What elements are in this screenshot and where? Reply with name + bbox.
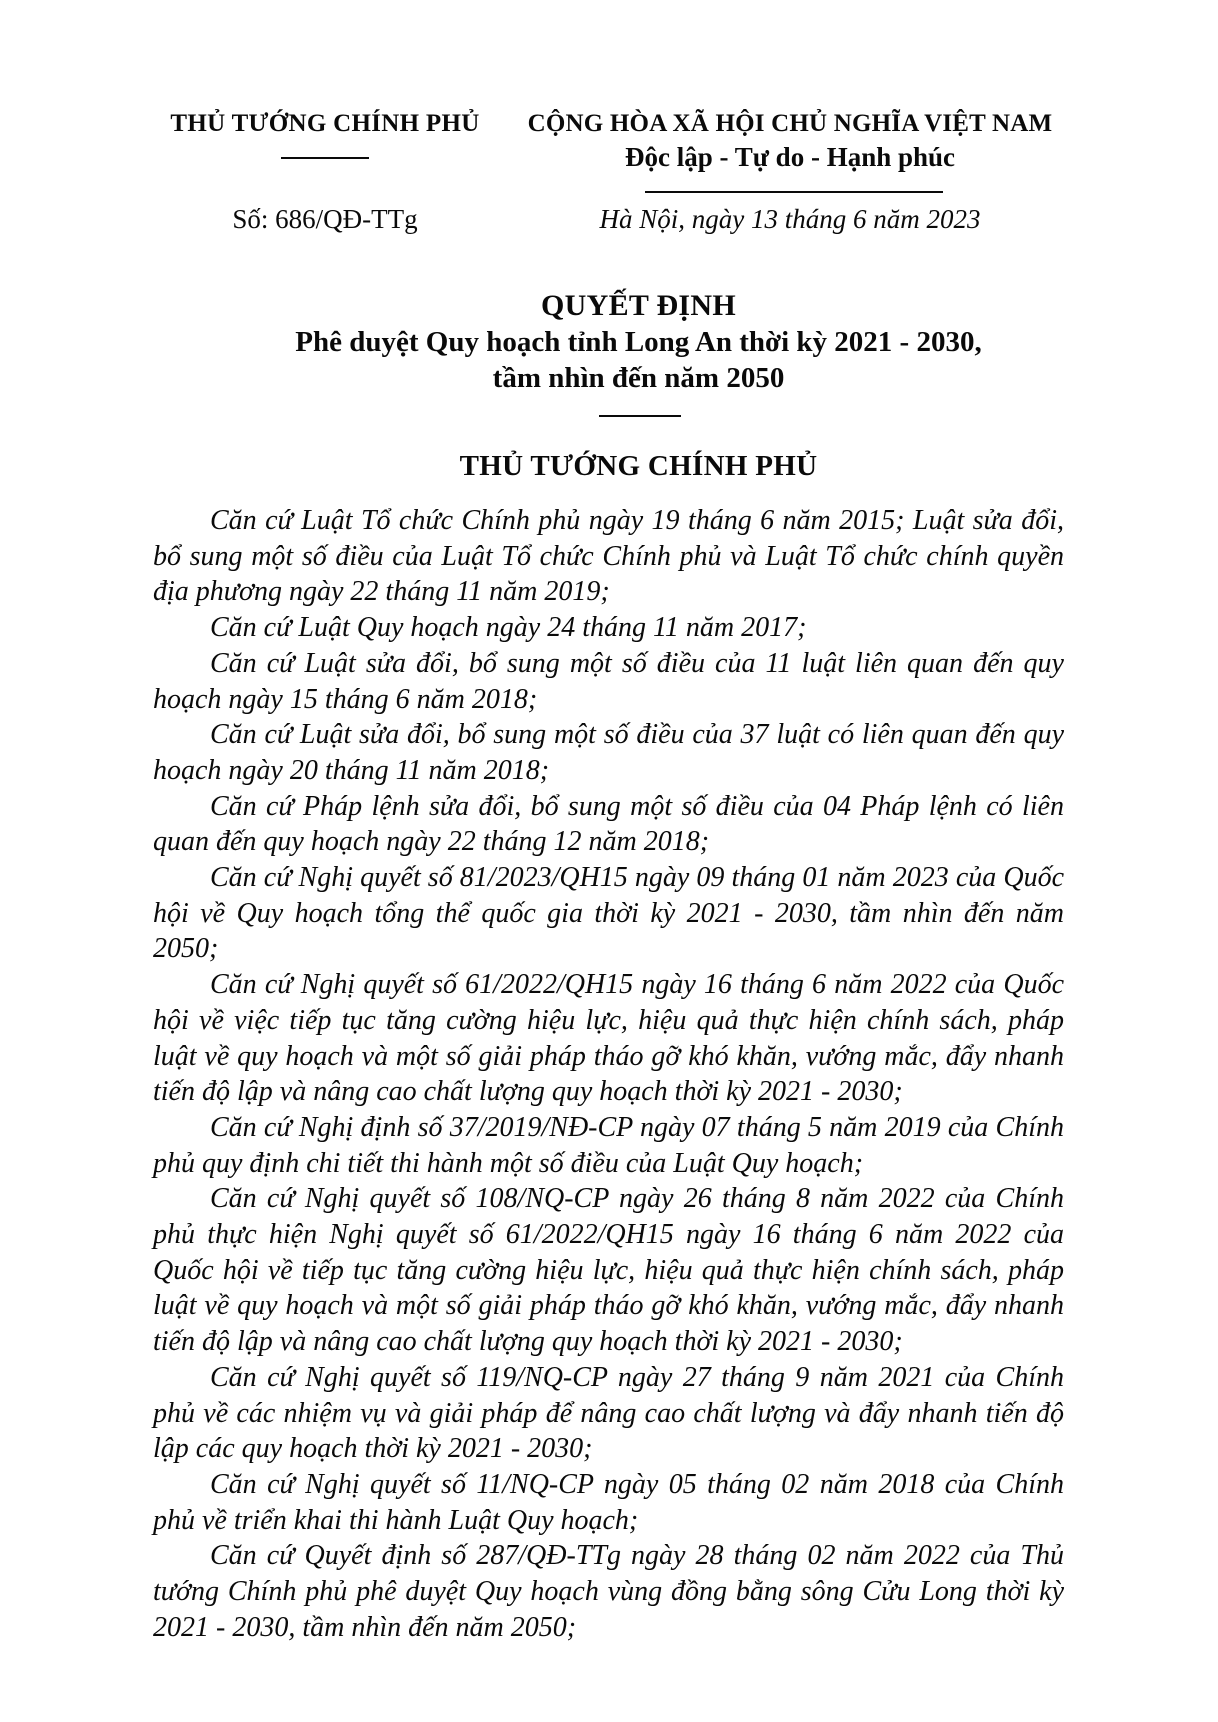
recital-paragraph: Căn cứ Nghị quyết số 108/NQ-CP ngày 26 tháng 8 năm 2022 của Chính phủ thực hiện Nghị quyết số 61/2022/QH15 ngày 16 tháng 6 năm 2022 của Quốc hội về tiếp tục tăng cường hiệu lực, hiệu quả thực hiện chính sách, pháp luật về quy hoạch và một số giải pháp tháo gỡ khó khăn, vướng mắc, đẩy nhanh tiến độ lập và nâng cao chất lượng quy hoạch thời kỳ 2021 - 2030; bbox=[153, 1183, 1064, 1358]
recital-paragraph: Căn cứ Nghị quyết số 81/2023/QH15 ngày 09 tháng 01 năm 2023 của Quốc hội về Quy hoạch tổng thể quốc gia thời kỳ 2021 - 2030, tầm nhìn đến năm 2050; bbox=[153, 862, 1064, 965]
issuer-name: THỦ TƯỚNG CHÍNH PHỦ bbox=[170, 110, 480, 137]
issuer-underline-rule bbox=[281, 157, 369, 159]
recital-paragraph: Căn cứ Luật Quy hoạch ngày 24 tháng 11 năm 2017; bbox=[210, 612, 807, 644]
decision-subject-line1: Phê duyệt Quy hoạch tỉnh Long An thời kỳ 2021 - 2030, bbox=[295, 326, 982, 358]
national-motto: Độc lập - Tự do - Hạnh phúc bbox=[624, 142, 956, 172]
motto-underline-rule bbox=[645, 191, 943, 193]
title-separator-rule bbox=[599, 415, 681, 417]
recital-paragraph: Căn cứ Pháp lệnh sửa đổi, bổ sung một số điều của 04 Pháp lệnh có liên quan đến quy hoạch ngày 22 tháng 12 năm 2018; bbox=[153, 790, 1064, 858]
recital-paragraph: Căn cứ Nghị quyết số 11/NQ-CP ngày 05 tháng 02 năm 2018 của Chính phủ về triển khai thi hành Luật Quy hoạch; bbox=[153, 1468, 1064, 1536]
recital-paragraph: Căn cứ Nghị định số 37/2019/NĐ-CP ngày 07 tháng 5 năm 2019 của Chính phủ quy định chi tiết thi hành một số điều của Luật Quy hoạch; bbox=[153, 1111, 1064, 1179]
national-title: CỘNG HÒA XÃ HỘI CHỦ NGHĨA VIỆT NAM bbox=[527, 110, 1053, 137]
issuing-authority-heading: THỦ TƯỚNG CHÍNH PHỦ bbox=[459, 450, 818, 482]
recital-paragraph: Căn cứ Nghị quyết số 61/2022/QH15 ngày 16 tháng 6 năm 2022 của Quốc hội về việc tiếp tục tăng cường hiệu lực, hiệu quả thực hiện chính sách, pháp luật về quy hoạch và một số giải pháp tháo gỡ khó khăn, vướng mắc, đẩy nhanh tiến độ lập và nâng cao chất lượng quy hoạch thời kỳ 2021 - 2030; bbox=[153, 969, 1064, 1108]
decision-kind-title: QUYẾT ĐỊNH bbox=[541, 289, 736, 322]
recital-paragraph: Căn cứ Luật Tổ chức Chính phủ ngày 19 tháng 6 năm 2015; Luật sửa đổi, bổ sung một số điều của Luật Tổ chức Chính phủ và Luật Tổ chức chính quyền địa phương ngày 22 tháng 11 năm 2019; bbox=[153, 505, 1064, 608]
recital-paragraph: Căn cứ Luật sửa đổi, bổ sung một số điều của 11 luật liên quan đến quy hoạch ngày 15 tháng 6 năm 2018; bbox=[153, 647, 1064, 715]
recital-paragraph: Căn cứ Nghị quyết số 119/NQ-CP ngày 27 tháng 9 năm 2021 của Chính phủ về các nhiệm vụ và giải pháp để nâng cao chất lượng và đẩy nhanh tiến độ lập các quy hoạch thời kỳ 2021 - 2030; bbox=[153, 1361, 1064, 1465]
place-and-date: Hà Nội, ngày 13 tháng 6 năm 2023 bbox=[599, 204, 981, 234]
recital-paragraph: Căn cứ Luật sửa đổi, bổ sung một số điều của 37 luật có liên quan đến quy hoạch ngày 20 tháng 11 năm 2018; bbox=[153, 719, 1064, 786]
document-number: Số: 686/QĐ-TTg bbox=[232, 204, 418, 234]
recitals-list bbox=[153, 503, 1064, 1646]
recital-paragraph: Căn cứ Quyết định số 287/QĐ-TTg ngày 28 tháng 02 năm 2022 của Thủ tướng Chính phủ phê duyệt Quy hoạch vùng đồng bằng sông Cửu Long thời kỳ 2021 - 2030, tầm nhìn đến năm 2050; bbox=[153, 1540, 1064, 1643]
decision-subject-line2: tầm nhìn đến năm 2050 bbox=[492, 362, 785, 394]
